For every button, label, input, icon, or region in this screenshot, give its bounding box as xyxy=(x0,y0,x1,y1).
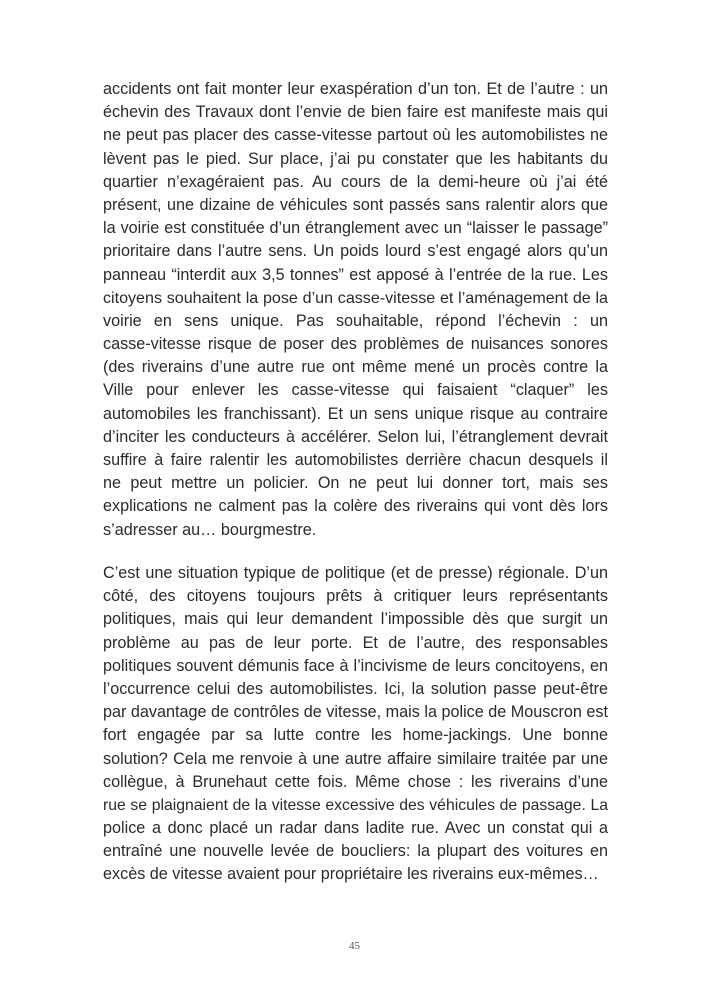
text-line: quartier n’exagéraient pas. Au cours de la demi-heure où j’ai été xyxy=(103,172,608,191)
text-line: s’adresser au… bourgmestre. xyxy=(103,520,317,539)
text-line: prioritaire dans l’autre sens. Un poids lourd s’est engagé alors qu’un xyxy=(103,242,608,261)
text-line: voirie en sens unique. Pas souhaitable, répond l’échevin : un xyxy=(103,311,608,330)
text-line: C’est une situation typique de politique (et de presse) régionale. D’un xyxy=(103,564,608,582)
text-line: casse-vitesse risque de poser des problèmes de nuisances sonores xyxy=(103,335,608,354)
text-line: ne peut mettre un policier. On ne peut lui donner tort, mais ses xyxy=(103,474,608,493)
text-line: l’occurrence celui des automobilistes. Ici, la solution passe peut-être xyxy=(103,679,608,698)
text-line: rue se plaignaient de la vitesse excessive des véhicules de passage. La xyxy=(103,796,608,814)
text-line: collègue, à Brunehaut cette fois. Même chose : les riverains d’une xyxy=(103,772,608,791)
text-line: côté, des citoyens toujours prêts à critiquer leurs représentants xyxy=(103,587,608,606)
text-line: présent, une dizaine de véhicules sont passés sans ralentir alors que xyxy=(103,195,608,214)
text-line: accidents ont fait monter leur exaspération d’un ton. Et de l’autre : un xyxy=(103,80,608,98)
text-line: police a donc placé un radar dans ladite rue. Avec un constat qui a xyxy=(103,819,608,838)
text-line: Ville pour enlever les casse-vitesse qui faisaient “claquer” les xyxy=(103,381,608,400)
text-line: excès de vitesse avaient pour propriétaire les riverains eux-mêmes… xyxy=(103,865,599,884)
text-line: problème au pas de leur porte. Et de l’autre, des responsables xyxy=(103,633,608,652)
text-line: suffire à faire ralentir les automobilistes derrière chacun desquels il xyxy=(103,451,608,469)
text-line: la voirie est constituée d’un étranglement avec un “laisser le passage” xyxy=(103,219,608,238)
paragraph-1 xyxy=(103,78,608,542)
text-line: ne peut pas placer des casse-vitesse partout où les automobilistes ne xyxy=(103,126,608,145)
text-line: politiques souvent démunis face à l’incivisme de leurs concitoyens, en xyxy=(103,656,608,675)
text-line: explications ne calment pas la colère des riverains qui vont dès lors xyxy=(103,497,608,516)
text-line: politiques, mais qui leur demandent l’impossible dès que surgit un xyxy=(103,610,608,629)
text-line: panneau “interdit aux 3,5 tonnes” est apposé à l’entrée de la rue. Les xyxy=(103,265,608,284)
text-line: par davantage de contrôles de vitesse, mais la police de Mouscron est xyxy=(103,703,608,722)
text-line: d’inciter les conducteurs à accélérer. Selon lui, l’étranglement devrait xyxy=(103,427,608,446)
text-line: fort engagée par sa lutte contre les home-jackings. Une bonne xyxy=(103,726,608,745)
page-number: 45 xyxy=(349,940,360,952)
text-line: automobiles les franchissant). Et un sens unique risque au contraire xyxy=(103,404,608,423)
text-line: lèvent pas le pied. Sur place, j’ai pu constater que les habitants du xyxy=(103,149,608,168)
text-line: citoyens souhaitent la pose d’un casse-vitesse et l’aménagement de la xyxy=(103,288,608,307)
paragraph-2 xyxy=(103,562,608,887)
text-line: (des riverains d’une autre rue ont même mené un procès contre la xyxy=(103,358,608,377)
text-line: solution? Cela me renvoie à une autre affaire similaire traitée par une xyxy=(103,749,608,768)
text-line: échevin des Travaux dont l’envie de bien faire est manifeste mais qui xyxy=(103,103,608,122)
text-line: entraîné une nouvelle levée de boucliers: la plupart des voitures en xyxy=(103,842,608,861)
